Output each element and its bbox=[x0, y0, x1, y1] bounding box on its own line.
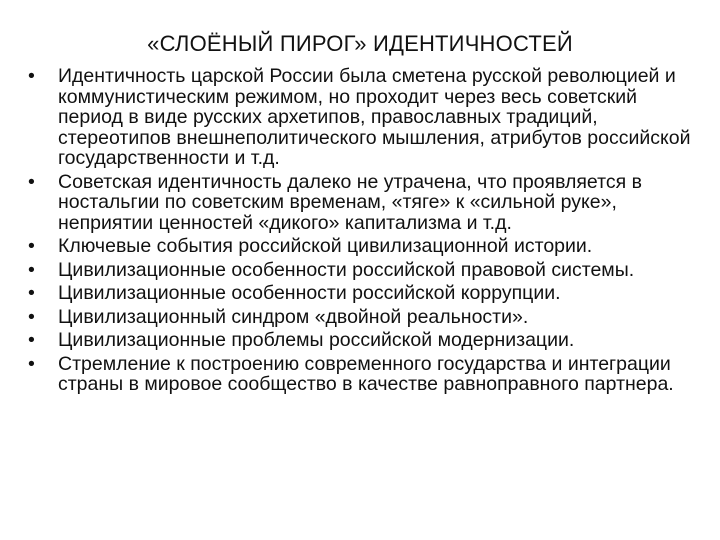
bullet-item bbox=[26, 307, 706, 328]
bullet-item bbox=[26, 236, 706, 257]
bullet-item bbox=[26, 66, 706, 169]
bullet-dot-icon: • bbox=[28, 329, 35, 351]
bullet-item bbox=[26, 330, 706, 351]
bullet-item bbox=[26, 354, 706, 395]
bullet-text: Стремление к построению современного государства и интеграции страны в мировое сообщество в качестве равноправного партнера. bbox=[58, 352, 674, 395]
bullet-item bbox=[26, 172, 706, 234]
bullet-text: Цивилизационные особенности российской коррупции. bbox=[58, 282, 561, 304]
bullet-text: Цивилизационные проблемы российской модернизации. bbox=[58, 329, 575, 351]
bullet-dot-icon: • bbox=[28, 352, 35, 375]
bullet-item bbox=[26, 283, 706, 304]
bullet-dot-icon: • bbox=[28, 170, 35, 193]
slide-title: «СЛОЁНЫЙ ПИРОГ» ИДЕНТИЧНОСТЕЙ bbox=[147, 31, 573, 56]
bullet-text: Идентичность царской России была сметена русской революцией и коммунистическим режимом, но проходит через весь советский период в виде русских архетипов, православных традиций, стереотипов внешнеполитического мышления, атрибутов российской государственности и т.д. bbox=[58, 65, 691, 169]
bullet-text: Цивилизационные особенности российской правовой системы. bbox=[58, 258, 635, 281]
bullet-text: Ключевые события российской цивилизационной истории. bbox=[58, 235, 593, 257]
bullet-dot-icon: • bbox=[28, 305, 35, 328]
bullet-text: Цивилизационный синдром «двойной реальности». bbox=[58, 305, 529, 328]
bullet-dot-icon: • bbox=[28, 282, 35, 304]
bullet-dot-icon: • bbox=[28, 65, 35, 87]
bullet-dot-icon: • bbox=[28, 235, 35, 257]
bullet-list bbox=[26, 66, 706, 398]
bullet-text: Советская идентичность далеко не утрачена, что проявляется в ностальгии по советским временам, «тяге» к «сильной руке», неприятии ценностей «дикого» капитализма и т.д. bbox=[58, 170, 642, 234]
bullet-dot-icon: • bbox=[28, 258, 35, 281]
bullet-item bbox=[26, 260, 706, 281]
